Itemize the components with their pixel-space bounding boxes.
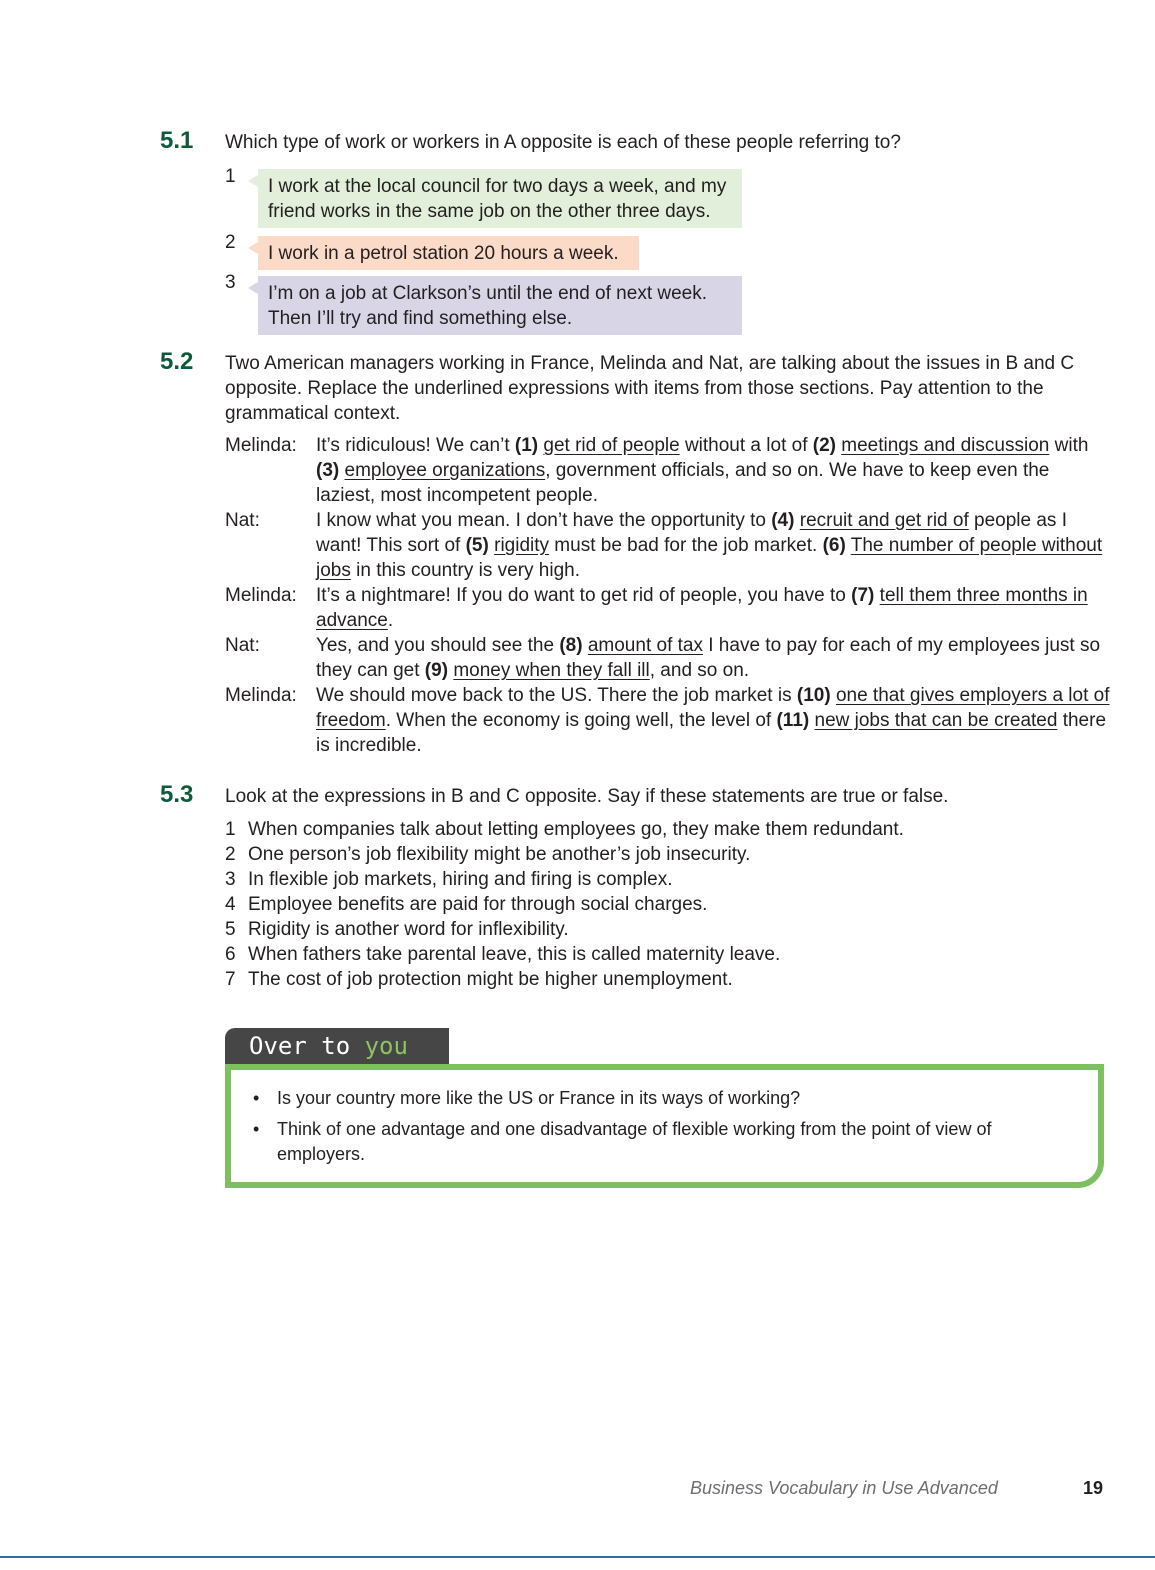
dialogue-turn bbox=[225, 683, 1110, 758]
over-to-you-title-accent: you bbox=[364, 1032, 408, 1060]
statement-number: 1 bbox=[225, 819, 236, 840]
gap-number: (2) bbox=[812, 435, 836, 456]
underlined-expression: tell them three months in advance bbox=[316, 585, 1088, 631]
statement-text: When fathers take parental leave, this is called maternity leave. bbox=[248, 944, 781, 965]
exercise-number-5-3: 5.3 bbox=[160, 781, 194, 808]
statement-list bbox=[225, 817, 904, 992]
page-number: 19 bbox=[1083, 1478, 1104, 1498]
underlined-expression: amount of tax bbox=[587, 635, 703, 656]
statement-item bbox=[225, 892, 904, 917]
statement-number: 4 bbox=[225, 894, 236, 915]
underlined-expression: one that gives employers a lot of freedom bbox=[316, 685, 1110, 731]
statement-number: 6 bbox=[225, 944, 236, 965]
dialogue-turn bbox=[225, 633, 1110, 683]
over-to-you-text: Think of one advantage and one disadvantage of flexible working from the point of view of employers. bbox=[277, 1119, 992, 1164]
bullet-icon: • bbox=[253, 1088, 260, 1108]
statement-text: One person’s job flexibility might be another’s job insecurity. bbox=[248, 844, 751, 865]
exercise-instruction-5-3: Look at the expressions in B and C opposite. Say if these statements are true or false. bbox=[225, 786, 949, 807]
gap-number: (8) bbox=[559, 635, 583, 656]
underlined-expression: employee organizations bbox=[344, 460, 546, 481]
over-to-you-box bbox=[225, 1064, 1104, 1188]
statement-item bbox=[225, 867, 904, 892]
dialogue-turn bbox=[225, 508, 1110, 583]
speaker-name: Nat: bbox=[225, 510, 260, 531]
statement-number: 7 bbox=[225, 969, 236, 990]
statement-text: Rigidity is another word for inflexibility. bbox=[248, 919, 569, 940]
over-to-you-item bbox=[253, 1086, 1013, 1111]
statement-text: When companies talk about letting employees go, they make them redundant. bbox=[248, 819, 904, 840]
speech-line: I’m on a job at Clarkson’s until the end of next week. bbox=[268, 283, 708, 304]
exercise-instruction-5-1: Which type of work or workers in A opposite is each of these people referring to? bbox=[225, 132, 901, 153]
speech-item-number: 2 bbox=[225, 232, 236, 253]
exercise-number-5-1: 5.1 bbox=[160, 127, 194, 154]
underlined-expression: meetings and discussion bbox=[841, 435, 1050, 456]
gap-number: (6) bbox=[822, 535, 846, 556]
footer-rule bbox=[0, 1556, 1155, 1558]
dialogue-text: I know what you mean. I don’t have the opportunity to (4) recruit and get rid of people as I want! This sort of (5) rigidity must be bad for the job market. (6) The number of people without jobs in this country is very high. bbox=[316, 510, 1103, 581]
gap-number: (4) bbox=[771, 510, 795, 531]
over-to-you-title-main: Over to bbox=[249, 1032, 365, 1060]
gap-number: (9) bbox=[424, 660, 449, 681]
dialogue-turn bbox=[225, 433, 1110, 508]
dialogue-turn bbox=[225, 583, 1110, 633]
speech-bubble bbox=[258, 236, 639, 270]
statement-item bbox=[225, 942, 904, 967]
speech-line: Then I’ll try and find something else. bbox=[268, 308, 573, 329]
underlined-expression: recruit and get rid of bbox=[799, 510, 969, 531]
gap-number: (7) bbox=[851, 585, 875, 606]
speaker-name: Melinda: bbox=[225, 435, 297, 456]
speech-line: friend works in the same job on the other three days. bbox=[268, 201, 711, 222]
footer-book-title: Business Vocabulary in Use Advanced bbox=[690, 1478, 998, 1498]
statement-item bbox=[225, 967, 904, 992]
statement-item bbox=[225, 842, 904, 867]
exercise-instruction-5-2: Two American managers working in France, Melinda and Nat, are talking about the issues in B and C opposite. Replace the underlined expressions with items from those sections. Pay attention to the grammatical context. bbox=[225, 353, 1075, 424]
exercise-number-5-2: 5.2 bbox=[160, 348, 194, 375]
over-to-you-text: Is your country more like the US or France in its ways of working? bbox=[277, 1088, 801, 1108]
gap-number: (1) bbox=[514, 435, 539, 456]
gap-number: (10) bbox=[796, 685, 831, 706]
dialogue-text: We should move back to the US. There the job market is (10) one that gives employers a lot of freedom. When the economy is going well, the level of (11) new jobs that can be created there is incredible. bbox=[316, 685, 1110, 756]
dialogue-text: It’s ridiculous! We can’t (1) get rid of people without a lot of (2) meetings and discussion with (3) employee organizations, government officials, and so on. We have to keep even the laziest, most incompetent people. bbox=[316, 435, 1089, 506]
over-to-you-list bbox=[253, 1086, 1013, 1173]
underlined-expression: The number of people without jobs bbox=[316, 535, 1103, 581]
dialogue bbox=[225, 433, 1110, 758]
dialogue-text: It’s a nightmare! If you do want to get rid of people, you have to (7) tell them three months in advance. bbox=[316, 585, 1088, 631]
speaker-name: Melinda: bbox=[225, 585, 297, 606]
gap-number: (5) bbox=[465, 535, 489, 556]
dialogue-text: Yes, and you should see the (8) amount of tax I have to pay for each of my employees just so they can get (9) money when they fall ill, and so on. bbox=[316, 635, 1101, 681]
speaker-name: Melinda: bbox=[225, 685, 297, 706]
statement-text: Employee benefits are paid for through social charges. bbox=[248, 894, 708, 915]
statement-item bbox=[225, 917, 904, 942]
statement-number: 2 bbox=[225, 844, 236, 865]
gap-number: (3) bbox=[316, 460, 340, 481]
statement-text: In flexible job markets, hiring and firing is complex. bbox=[248, 869, 673, 890]
bullet-icon: • bbox=[253, 1119, 260, 1139]
statement-number: 5 bbox=[225, 919, 236, 940]
over-to-you-item bbox=[253, 1117, 1013, 1167]
statement-number: 3 bbox=[225, 869, 236, 890]
speech-line: I work at the local council for two days a week, and my bbox=[268, 176, 727, 197]
speaker-name: Nat: bbox=[225, 635, 260, 656]
underlined-expression: new jobs that can be created bbox=[814, 710, 1058, 731]
underlined-expression: rigidity bbox=[494, 535, 550, 556]
speech-item-number: 3 bbox=[225, 272, 236, 293]
underlined-expression: get rid of people bbox=[543, 435, 680, 456]
speech-bubble bbox=[258, 276, 742, 335]
speech-item-number: 1 bbox=[225, 166, 236, 187]
speech-line: I work in a petrol station 20 hours a week. bbox=[268, 243, 619, 264]
statement-item bbox=[225, 817, 904, 842]
over-to-you-title bbox=[225, 1028, 449, 1064]
gap-number: (11) bbox=[776, 710, 810, 731]
statement-text: The cost of job protection might be higher unemployment. bbox=[248, 969, 733, 990]
underlined-expression: money when they fall ill bbox=[453, 660, 650, 681]
speech-bubble bbox=[258, 169, 742, 228]
